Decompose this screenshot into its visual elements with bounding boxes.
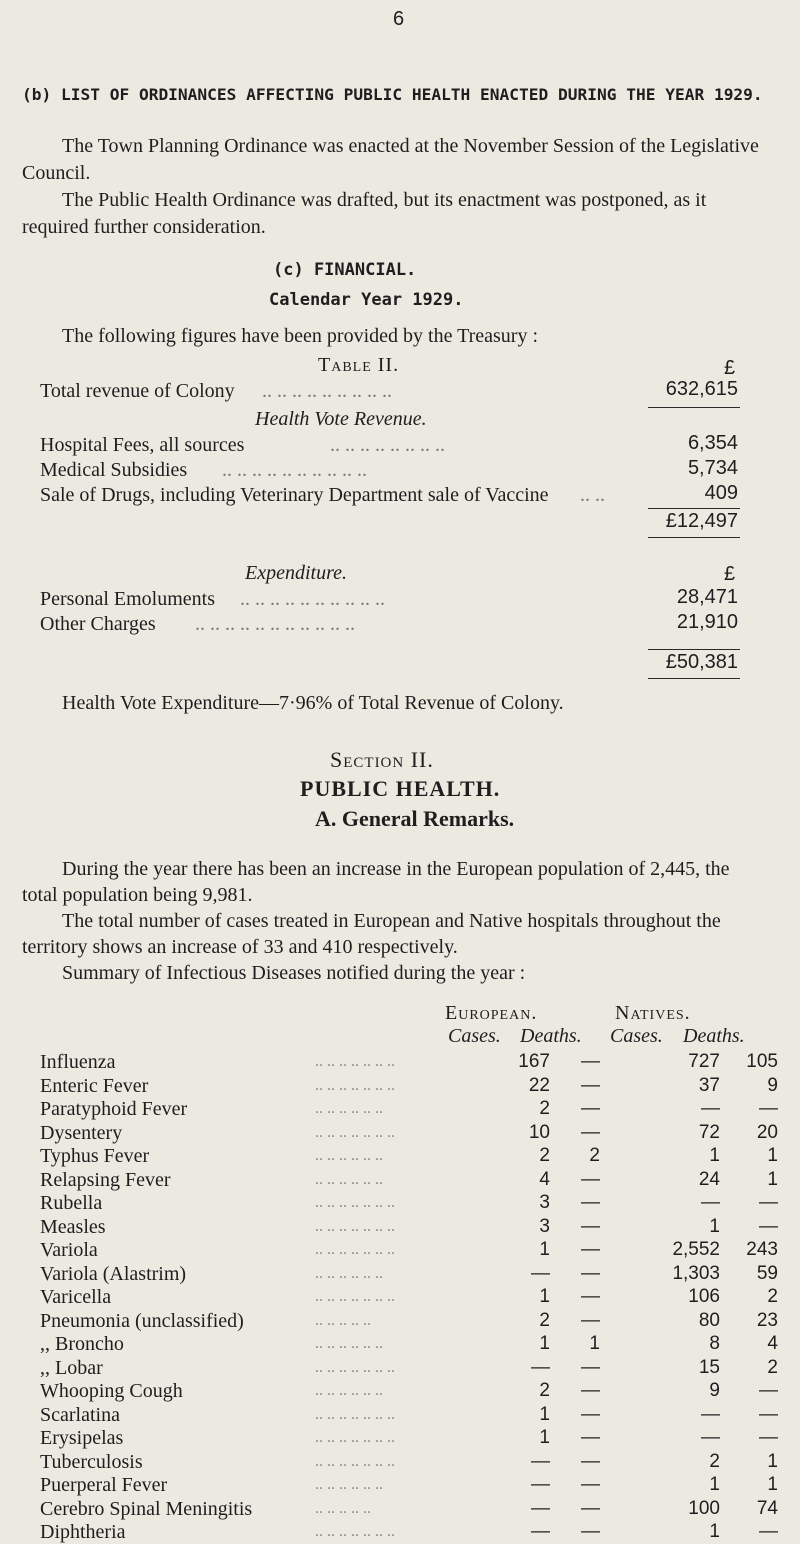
- figures-intro: The following figures have been provided by the Treasury :: [62, 325, 539, 347]
- native-cases: 1: [709, 1215, 720, 1237]
- european-cases: 1: [539, 1427, 550, 1448]
- para3-line1: During the year there has been an increase in the European population of 2,445, the: [62, 858, 730, 880]
- rule: [648, 678, 740, 679]
- calendar-heading: Calendar Year 1929.: [269, 290, 464, 310]
- para2-line2: required further consideration.: [22, 216, 266, 238]
- native-cases: 100: [688, 1497, 720, 1519]
- native-deaths: —: [759, 1098, 778, 1119]
- revenue-item-label: Sale of Drugs, including Veterinary Department sale of Vaccine: [40, 484, 549, 506]
- para2-line1: The Public Health Ordinance was drafted, but its enactment was postponed, as it: [62, 189, 707, 211]
- native-cases: 2,552: [672, 1239, 720, 1260]
- native-deaths: 20: [756, 1121, 778, 1143]
- native-cases: —: [701, 1403, 720, 1425]
- row-leaders: .. .. .. .. ..: [315, 1499, 371, 1517]
- native-cases: 9: [709, 1380, 720, 1401]
- row-leaders: .. .. .. .. .. .. ..: [315, 1053, 395, 1070]
- rule: [648, 649, 740, 650]
- native-deaths: —: [759, 1192, 778, 1213]
- row-leaders: .. .. .. .. .. .. ..: [315, 1241, 395, 1258]
- row-leaders: .. .. .. .. .. .. ..: [315, 1217, 395, 1235]
- european-cases: 3: [539, 1215, 550, 1237]
- native-cases: 15: [698, 1356, 720, 1378]
- currency-symbol-revenue: £: [724, 357, 736, 379]
- native-cases: —: [701, 1098, 720, 1119]
- native-deaths: —: [759, 1215, 778, 1237]
- row-leaders: .. .. .. .. ..: [315, 1311, 371, 1329]
- native-cases: 37: [698, 1074, 720, 1096]
- native-deaths: 9: [767, 1074, 778, 1096]
- european-cases: 2: [539, 1309, 550, 1331]
- revenue-item-leaders: .. .. .. .. .. .. .. ..: [330, 434, 445, 456]
- total-revenue-amount: 632,615: [665, 378, 738, 400]
- european-deaths: —: [581, 1262, 600, 1284]
- native-cases: —: [701, 1192, 720, 1213]
- table-row: [40, 1309, 780, 1333]
- table-row: [40, 1332, 780, 1356]
- native-deaths: 2: [767, 1286, 778, 1307]
- european-cases: 22: [528, 1074, 550, 1096]
- european-cases: 1: [539, 1403, 550, 1425]
- para1-line1: The Town Planning Ordinance was enacted at the November Session of the Legislative: [62, 135, 759, 157]
- table-row: [40, 1262, 780, 1286]
- european-cases: 2: [539, 1380, 550, 1401]
- table-row: [40, 1121, 780, 1145]
- section-title: Section II.: [330, 747, 434, 772]
- disease-name: Diphtheria: [40, 1521, 126, 1543]
- disease-name: Enteric Fever: [40, 1074, 149, 1097]
- para4-line1: The total number of cases treated in European and Native hospitals throughout the: [62, 910, 721, 932]
- rule: [648, 537, 740, 538]
- european-cases: 2: [539, 1098, 550, 1119]
- european-deaths: 2: [589, 1145, 600, 1166]
- european-deaths: —: [581, 1380, 600, 1401]
- disease-name: Relapsing Fever: [40, 1168, 171, 1191]
- health-vote-percentage: Health Vote Expenditure—7·96% of Total Revenue of Colony.: [62, 692, 564, 714]
- table-row: [40, 1403, 780, 1427]
- european-cases: 3: [539, 1192, 550, 1213]
- disease-name: Measles: [40, 1215, 106, 1238]
- disease-name: Variola (Alastrim): [40, 1262, 187, 1285]
- table-row: [40, 1379, 780, 1403]
- revenue-item-leaders: .. ..: [580, 484, 605, 506]
- disease-name: Influenza: [40, 1051, 116, 1073]
- expenditure-item-amount: 28,471: [676, 586, 738, 608]
- disease-name: Pneumonia (unclassified): [40, 1309, 244, 1332]
- disease-name: Paratyphoid Fever: [40, 1098, 188, 1120]
- european-deaths: —: [581, 1051, 600, 1072]
- row-leaders: .. .. .. .. .. .. ..: [315, 1358, 395, 1376]
- european-cases: 10: [528, 1121, 550, 1143]
- row-leaders: .. .. .. .. .. ..: [315, 1264, 383, 1282]
- general-remarks-heading: A. General Remarks.: [315, 806, 515, 831]
- native-deaths: 1: [767, 1168, 778, 1190]
- table-row: [40, 1050, 780, 1074]
- native-cases: 1,303: [672, 1262, 720, 1284]
- european-cases: —: [531, 1521, 550, 1542]
- col-natives: Natives.: [615, 1002, 691, 1024]
- european-deaths: —: [581, 1239, 600, 1260]
- row-leaders: .. .. .. .. .. .. ..: [315, 1405, 395, 1423]
- table-row: [40, 1168, 780, 1192]
- european-deaths: —: [581, 1403, 600, 1425]
- disease-name: Variola: [40, 1239, 98, 1261]
- table-row: [40, 1450, 780, 1474]
- european-deaths: —: [581, 1356, 600, 1378]
- row-leaders: .. .. .. .. .. ..: [315, 1147, 383, 1164]
- table-row: [40, 1285, 780, 1309]
- european-deaths: —: [581, 1450, 600, 1472]
- para1-line2: Council.: [22, 162, 91, 184]
- table-row: [40, 1426, 780, 1450]
- total-revenue-leaders: .. .. .. .. .. .. .. .. ..: [262, 380, 392, 402]
- table-row: [40, 1191, 780, 1215]
- expenditure-item-leaders: .. .. .. .. .. .. .. .. .. .. ..: [195, 613, 355, 635]
- disease-name: Tuberculosis: [40, 1450, 143, 1473]
- disease-name: Whooping Cough: [40, 1380, 183, 1402]
- disease-name: Dysentery: [40, 1121, 123, 1144]
- table-row: [40, 1356, 780, 1380]
- para4-line2: territory shows an increase of 33 and 410 respectively.: [22, 936, 458, 958]
- revenue-item-amount: 5,734: [687, 457, 738, 479]
- expenditure-item-label: Other Charges: [40, 613, 156, 635]
- table-title: Table II.: [318, 354, 400, 376]
- revenue-item-amount: 409: [704, 482, 738, 504]
- col-european: European.: [445, 1002, 538, 1024]
- row-leaders: .. .. .. .. .. .. ..: [315, 1076, 395, 1094]
- row-leaders: .. .. .. .. .. .. ..: [315, 1523, 395, 1540]
- col-native-cases: Cases.: [610, 1025, 663, 1047]
- native-cases: 72: [698, 1121, 720, 1143]
- native-deaths: 74: [756, 1497, 778, 1519]
- native-deaths: 4: [767, 1333, 778, 1354]
- disease-name: Typhus Fever: [40, 1145, 150, 1167]
- european-cases: —: [531, 1497, 550, 1519]
- row-leaders: .. .. .. .. .. .. ..: [315, 1288, 395, 1305]
- row-leaders: .. .. .. .. .. ..: [315, 1335, 383, 1352]
- table-row: [40, 1238, 780, 1262]
- european-deaths: —: [581, 1192, 600, 1213]
- revenue-item-label: Medical Subsidies: [40, 459, 188, 481]
- disease-name: Varicella: [40, 1286, 112, 1308]
- european-deaths: —: [581, 1497, 600, 1519]
- european-cases: 1: [539, 1286, 550, 1307]
- native-deaths: —: [759, 1521, 778, 1542]
- european-deaths: —: [581, 1215, 600, 1237]
- european-deaths: —: [581, 1521, 600, 1542]
- native-deaths: 2: [767, 1356, 778, 1378]
- health-vote-revenue-title: Health Vote Revenue.: [255, 408, 427, 430]
- expenditure-total: £50,381: [665, 651, 738, 673]
- disease-name: Erysipelas: [40, 1427, 124, 1449]
- native-cases: 1: [709, 1521, 720, 1542]
- european-cases: 167: [518, 1051, 550, 1072]
- native-cases: 24: [698, 1168, 720, 1190]
- disease-name: ,, Lobar: [40, 1356, 103, 1379]
- disease-name: Scarlatina: [40, 1403, 120, 1426]
- native-deaths: 1: [767, 1450, 778, 1472]
- european-cases: 1: [539, 1239, 550, 1260]
- european-deaths: —: [581, 1168, 600, 1190]
- european-deaths: —: [581, 1427, 600, 1448]
- rule: [648, 508, 740, 509]
- native-cases: 106: [688, 1286, 720, 1307]
- native-cases: 727: [688, 1051, 720, 1072]
- native-deaths: 23: [756, 1309, 778, 1331]
- european-cases: —: [531, 1356, 550, 1378]
- expenditure-title: Expenditure.: [245, 562, 348, 584]
- european-deaths: —: [581, 1474, 600, 1495]
- col-european-deaths: Deaths.: [520, 1025, 582, 1047]
- para5: Summary of Infectious Diseases notified during the year :: [62, 962, 526, 984]
- row-leaders: .. .. .. .. .. ..: [315, 1476, 383, 1493]
- row-leaders: .. .. .. .. .. ..: [315, 1100, 383, 1117]
- revenue-total: £12,497: [665, 510, 738, 532]
- public-health-heading: PUBLIC HEALTH.: [300, 776, 501, 801]
- native-deaths: 1: [767, 1474, 778, 1495]
- col-native-deaths: Deaths.: [683, 1025, 745, 1047]
- expenditure-item-amount: 21,910: [676, 611, 738, 633]
- european-cases: 4: [539, 1168, 550, 1190]
- native-deaths: 243: [746, 1239, 778, 1260]
- table-row: [40, 1520, 780, 1544]
- row-leaders: .. .. .. .. .. .. ..: [315, 1429, 395, 1446]
- native-cases: 8: [709, 1333, 720, 1354]
- european-cases: —: [531, 1262, 550, 1284]
- native-cases: 80: [698, 1309, 720, 1331]
- financial-heading: (c) FINANCIAL.: [273, 260, 417, 280]
- currency-symbol-expenditure: £: [724, 563, 736, 585]
- european-deaths: —: [581, 1121, 600, 1143]
- table-row: [40, 1097, 780, 1121]
- para3-line2: total population being 9,981.: [22, 884, 253, 906]
- european-deaths: —: [581, 1074, 600, 1096]
- total-revenue-label: Total revenue of Colony: [40, 380, 235, 402]
- european-deaths: —: [581, 1286, 600, 1307]
- native-cases: 1: [709, 1474, 720, 1495]
- native-cases: —: [701, 1427, 720, 1448]
- table-row: [40, 1074, 780, 1098]
- row-leaders: .. .. .. .. .. ..: [315, 1170, 383, 1188]
- native-deaths: —: [759, 1403, 778, 1425]
- european-deaths: —: [581, 1309, 600, 1331]
- european-deaths: 1: [589, 1333, 600, 1354]
- revenue-item-label: Hospital Fees, all sources: [40, 434, 245, 456]
- table-row: [40, 1473, 780, 1497]
- table-row: [40, 1215, 780, 1239]
- native-deaths: —: [759, 1427, 778, 1448]
- native-cases: 2: [709, 1450, 720, 1472]
- native-cases: 1: [709, 1145, 720, 1166]
- european-deaths: —: [581, 1098, 600, 1119]
- col-european-cases: Cases.: [448, 1025, 501, 1047]
- disease-name: ,, Broncho: [40, 1333, 124, 1355]
- european-cases: 2: [539, 1145, 550, 1166]
- native-deaths: 105: [746, 1051, 778, 1072]
- disease-name: Rubella: [40, 1192, 103, 1214]
- revenue-item-leaders: .. .. .. .. .. .. .. .. .. ..: [222, 459, 367, 481]
- table-row: [40, 1497, 780, 1521]
- rule: [648, 407, 740, 408]
- expenditure-item-leaders: .. .. .. .. .. .. .. .. .. ..: [240, 588, 385, 610]
- european-cases: —: [531, 1450, 550, 1472]
- revenue-item-amount: 6,354: [687, 432, 738, 454]
- row-leaders: .. .. .. .. .. .. ..: [315, 1194, 395, 1211]
- row-leaders: .. .. .. .. .. .. ..: [315, 1452, 395, 1470]
- expenditure-item-label: Personal Emoluments: [40, 588, 215, 610]
- disease-name: Cerebro Spinal Meningitis: [40, 1497, 253, 1520]
- native-deaths: 1: [767, 1145, 778, 1166]
- native-deaths: 59: [756, 1262, 778, 1284]
- european-cases: —: [531, 1474, 550, 1495]
- row-leaders: .. .. .. .. .. .. ..: [315, 1123, 395, 1141]
- european-cases: 1: [539, 1333, 550, 1354]
- disease-name: Puerperal Fever: [40, 1474, 168, 1496]
- table-row: [40, 1144, 780, 1168]
- row-leaders: .. .. .. .. .. ..: [315, 1382, 383, 1399]
- section-b-heading: (b) LIST OF ORDINANCES AFFECTING PUBLIC HEALTH ENACTED DURING THE YEAR 1929.: [22, 85, 763, 104]
- native-deaths: —: [759, 1380, 778, 1401]
- page-number: 6: [393, 8, 405, 30]
